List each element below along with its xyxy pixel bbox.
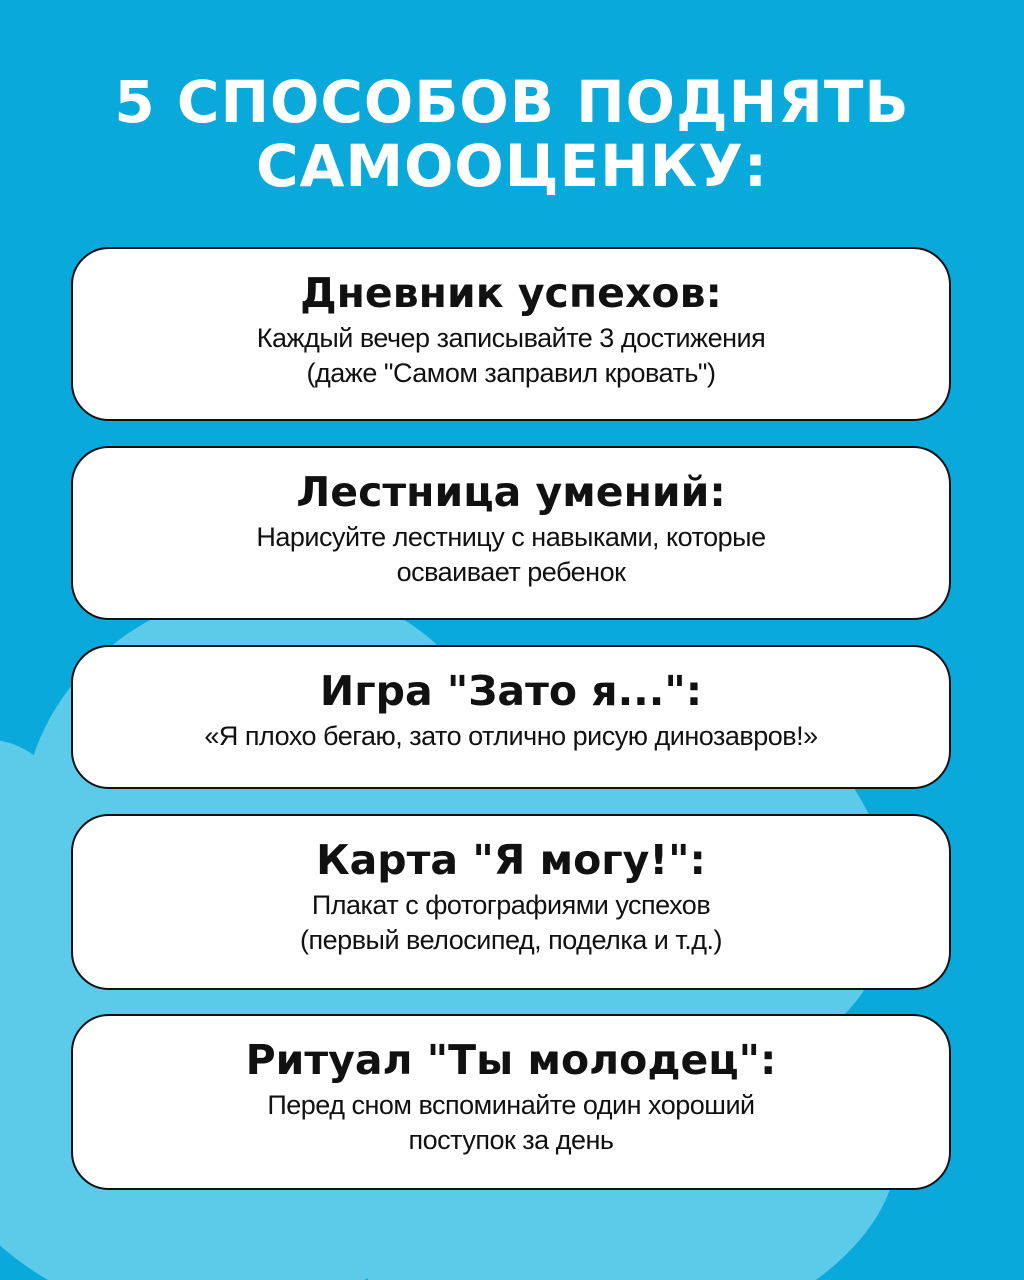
card-title: Дневник успехов:: [300, 269, 722, 317]
card-description-line: (первый велосипед, поделка и т.д.): [300, 925, 722, 955]
page-title-line-2: САМООЦЕНКУ:: [255, 132, 769, 200]
card-description: [73, 719, 949, 754]
card-skills-ladder: [71, 446, 951, 620]
card-description: [73, 520, 949, 590]
card-description: [73, 1088, 949, 1158]
card-description-line: Нарисуйте лестницу с навыками, которые: [256, 522, 766, 552]
card-description-line: (даже "Самом заправил кровать"): [306, 358, 716, 388]
card-description-line: Перед сном вспоминайте один хороший: [267, 1090, 755, 1120]
page-title: [0, 70, 1024, 198]
card-title: Карта "Я могу!":: [316, 836, 706, 884]
card-description-line: Плакат с фотографиями успехов: [311, 890, 711, 920]
card-description: [73, 321, 949, 391]
card-description: [73, 888, 949, 958]
card-description-line: поступок за день: [408, 1125, 614, 1155]
card-success-diary: [71, 247, 951, 421]
card-description-line: «Я плохо бегаю, зато отлично рисую динозавров!»: [204, 721, 818, 751]
card-title: Лестница умений:: [296, 468, 726, 516]
card-description-line: Каждый вечер записывайте 3 достижения: [256, 323, 766, 353]
card-title: Игра "Зато я...":: [319, 667, 703, 715]
card-description-line: осваивает ребенок: [396, 557, 626, 587]
card-game-but-i: [71, 645, 951, 789]
card-well-done-ritual: [71, 1014, 951, 1190]
card-title: Ритуал "Ты молодец":: [245, 1036, 777, 1084]
card-i-can-map: [71, 814, 951, 990]
page-title-line-1: 5 СПОСОБОВ ПОДНЯТЬ: [114, 68, 910, 136]
